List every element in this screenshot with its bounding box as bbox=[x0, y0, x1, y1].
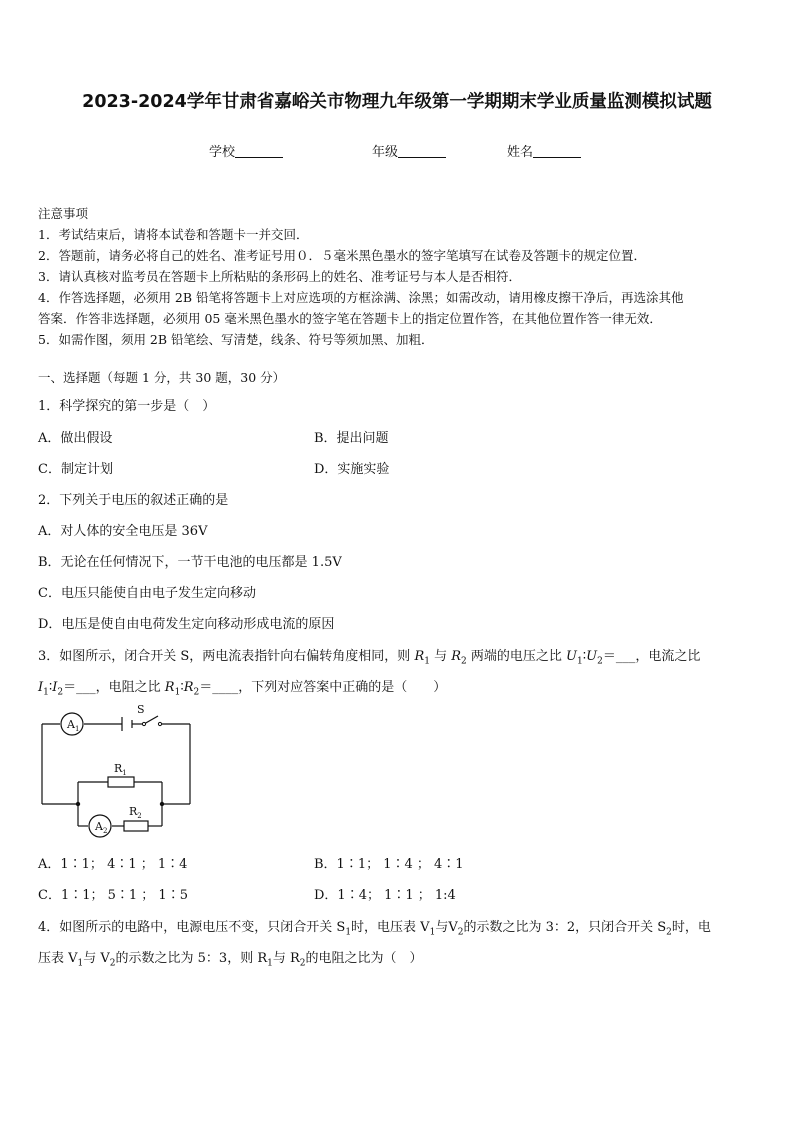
note-item: 4．作答选择题，必须用 2B 铅笔将答题卡上对应选项的方框涂满、涂黑；如需改动，请用橡皮擦干净后，再选涂其他 bbox=[38, 290, 684, 305]
r2-label: $R_2$ bbox=[129, 805, 142, 820]
question-4-stem-line-2: 压表 $V_1$与 $V_2$的示数之比为 5：3，则 $R_1$与 $R_2$的电阻之比为（ ） bbox=[38, 951, 423, 969]
name-blank[interactable] bbox=[533, 144, 581, 158]
page-title: 2023-2024学年甘肃省嘉峪关市物理九年级第一学期期末学业质量监测模拟试题 bbox=[82, 92, 712, 112]
a1-label: $A_1$ bbox=[67, 718, 80, 733]
grade-label: 年级 bbox=[372, 145, 399, 160]
circuit-diagram bbox=[36, 702, 198, 840]
section-heading: 一、选择题（每题 1 分，共 30 题，30 分） bbox=[38, 370, 286, 385]
r1-resistor bbox=[108, 777, 134, 787]
question-3-stem-line-2: $I_1∶I_2=\_\_\_$，电阻之比 $R_1∶R_2=\_\_\_\_$，下列对应答案中正确的是（ ） bbox=[38, 680, 447, 698]
question-3-stem-line-1: 3．如图所示，闭合开关 S，两电流表指针向右偏转角度相同，则 $R_1$ 与 $R_2$ 两端的电压之比 $U_1∶U_2=\_\_\_$，电流之比 bbox=[38, 649, 701, 667]
q3-option-d[interactable]: D．1∶4； 1∶1 ； 1:4 bbox=[314, 888, 456, 903]
notes-block bbox=[38, 203, 758, 350]
grade-field[interactable] bbox=[372, 141, 446, 160]
a2-label: $A_2$ bbox=[95, 820, 108, 835]
school-label: 学校 bbox=[209, 145, 236, 160]
school-field[interactable] bbox=[209, 141, 283, 160]
q2-option-d[interactable]: D．电压是使自由电荷发生定向移动形成电流的原因 bbox=[38, 617, 335, 632]
name-label: 姓名 bbox=[507, 145, 534, 160]
q1-option-b[interactable]: B．提出问题 bbox=[314, 431, 389, 446]
q2-option-b[interactable]: B．无论在任何情况下，一节干电池的电压都是 1.5V bbox=[38, 555, 342, 570]
q1-option-d[interactable]: D．实施实验 bbox=[314, 462, 390, 477]
note-item: 2．答题前，请务必将自己的姓名、准考证号用０．５毫米黑色墨水的签字笔填写在试卷及答题卡的规定位置． bbox=[38, 248, 646, 263]
q1-option-a[interactable]: A．做出假设 bbox=[38, 431, 113, 446]
school-blank[interactable] bbox=[235, 144, 283, 158]
r1-label: $R_1$ bbox=[114, 762, 127, 777]
question-1-stem: 1．科学探究的第一步是（ ） bbox=[38, 399, 216, 414]
q3-option-b[interactable]: B．1∶1； 1∶4 ； 4∶1 bbox=[314, 857, 464, 872]
name-field[interactable] bbox=[507, 141, 581, 160]
switch-label: S bbox=[137, 703, 145, 716]
q3-option-a[interactable]: A．1∶1； 4∶1 ； 1∶4 bbox=[38, 857, 188, 872]
note-item: 3．请认真核对监考员在答题卡上所粘贴的条形码上的姓名、准考证号与本人是否相符． bbox=[38, 269, 521, 284]
question-2-stem: 2．下列关于电压的叙述正确的是 bbox=[38, 493, 229, 508]
question-4-stem-line-1: 4．如图所示的电路中，电源电压不变，只闭合开关 $S_1$时，电压表 $V_1$与$V_2$的示数之比为 3：2，只闭合开关 $S_2$时，电 bbox=[38, 920, 711, 938]
q1-option-c[interactable]: C．制定计划 bbox=[38, 462, 113, 477]
notes-heading: 注意事项 bbox=[38, 206, 89, 221]
q2-option-c[interactable]: C．电压只能使自由电子发生定向移动 bbox=[38, 586, 256, 601]
r2-resistor bbox=[124, 821, 148, 831]
grade-blank[interactable] bbox=[398, 144, 446, 158]
note-item: 5．如需作图，须用 2B 铅笔绘、写清楚，线条、符号等须加黑、加粗． bbox=[38, 332, 434, 347]
q2-option-a[interactable]: A．对人体的安全电压是 36V bbox=[38, 524, 208, 539]
note-item: 答案．作答非选择题，必须用 05 毫米黑色墨水的签字笔在答题卡上的指定位置作答，在其他位置作答一律无效． bbox=[38, 311, 662, 326]
q3-option-c[interactable]: C．1∶1； 5∶1 ； 1∶5 bbox=[38, 888, 188, 903]
note-item: 1．考试结束后，请将本试卷和答题卡一并交回． bbox=[38, 227, 309, 242]
